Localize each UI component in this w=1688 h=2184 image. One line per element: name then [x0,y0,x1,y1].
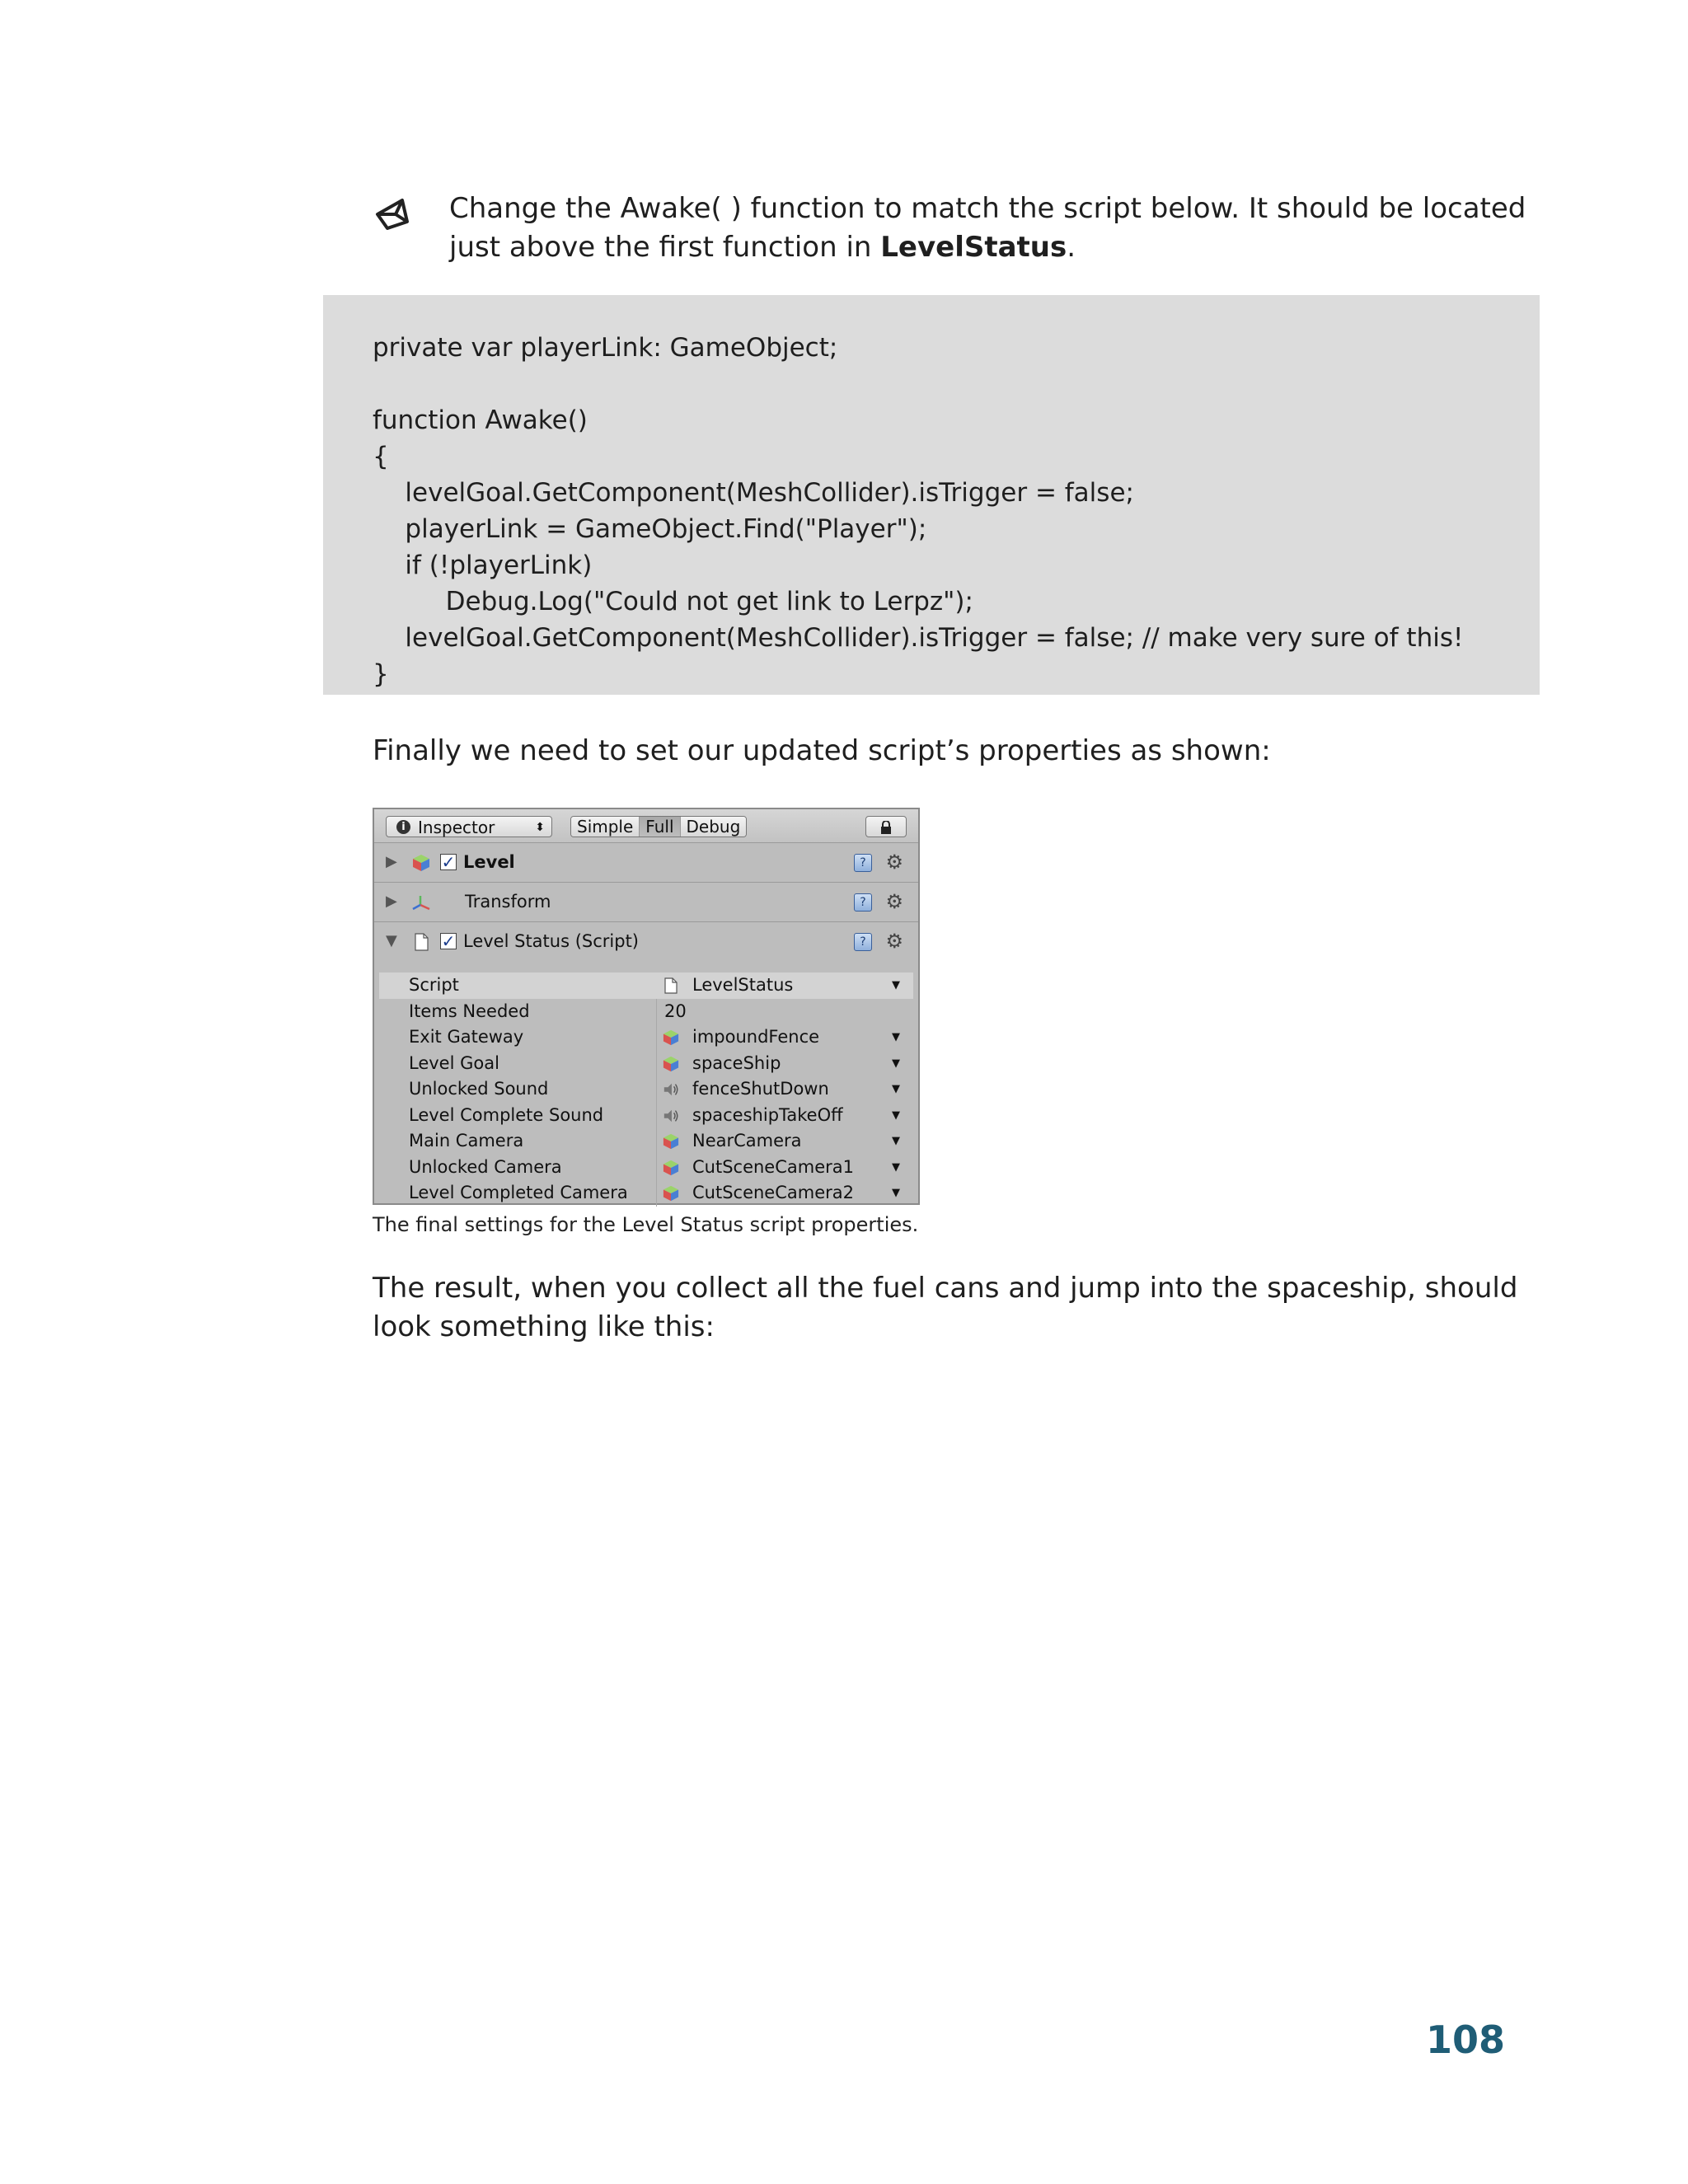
property-name: Level Completed Camera [409,1183,628,1202]
audio-icon [663,1081,679,1098]
component-transform[interactable] [374,883,918,922]
code-block [323,295,1540,695]
code-line: Debug.Log("Could not get link to Lerpz"); [373,587,973,616]
property-name: Items Needed [409,1001,530,1021]
unity-logo-icon [371,194,412,235]
component-level[interactable] [374,843,918,883]
info-icon: i [396,820,410,834]
cube-icon [663,1056,679,1072]
mode-full-button[interactable]: Full [640,817,680,837]
code-line: } [373,659,389,689]
code-line: { [373,442,389,471]
lock-button[interactable] [865,816,907,837]
page-number: 108 [1426,2018,1506,2062]
property-row[interactable] [379,1103,913,1129]
help-icon[interactable]: ? [854,933,872,951]
cube-icon [663,1029,679,1046]
gear-icon[interactable]: ⚙ [885,890,903,913]
expand-triangle-icon[interactable]: ▶ [386,893,397,910]
property-name: Level Complete Sound [409,1104,604,1125]
lock-icon [880,821,892,834]
dropdown-arrow-icon[interactable]: ▼ [892,1160,900,1174]
component-level-status-script[interactable] [374,922,918,961]
cube-icon [663,1160,679,1176]
help-icon[interactable]: ? [854,854,872,872]
dropdown-arrow-icon[interactable]: ▼ [892,1057,900,1070]
property-value: fenceShutDown [692,1079,829,1099]
property-row[interactable] [379,1024,913,1051]
property-row[interactable] [379,1155,913,1181]
code-line: levelGoal.GetComponent(MeshCollider).isTrigger = false; [373,478,1134,508]
code-line: if (!playerLink) [373,551,593,580]
dropdown-arrow-icon[interactable]: ▼ [892,1108,900,1122]
property-value: CutSceneCamera1 [692,1156,855,1177]
property-name: Main Camera [409,1131,524,1151]
property-value: impoundFence [692,1027,820,1047]
updown-arrows-icon: ⬍ [535,821,545,834]
mode-debug-button[interactable]: Debug [681,817,747,837]
property-value: CutSceneCamera2 [692,1183,855,1202]
gameobject-cube-icon [412,854,430,872]
property-name: Unlocked Sound [409,1079,549,1099]
body-paragraph: The result, when you collect all the fuel cans and jump into the spaceship, should look something like this: [373,1272,1518,1343]
gear-icon[interactable]: ⚙ [885,930,903,953]
property-name: Script [409,975,459,995]
mode-segmented-control [570,816,747,837]
dropdown-arrow-icon[interactable]: ▼ [892,1083,900,1095]
property-value: NearCamera [692,1131,802,1151]
cube-icon [663,1133,679,1150]
inspector-toolbar [374,809,918,843]
mode-simple-button[interactable]: Simple [571,817,640,837]
property-row[interactable] [379,972,913,999]
gear-icon[interactable]: ⚙ [885,851,903,874]
expand-triangle-icon[interactable]: ▶ [386,853,397,870]
dropdown-arrow-icon[interactable]: ▼ [892,1135,900,1147]
component-title: Transform [465,892,551,912]
inspector-dropdown[interactable] [386,816,552,837]
property-value: spaceshipTakeOff [692,1104,843,1125]
figure-caption: The final settings for the Level Status script properties. [373,1213,919,1236]
component-title: Level Status (Script) [463,931,639,951]
transform-axes-icon [412,893,430,912]
inspector-dropdown-label: Inspector [418,818,495,837]
code-line: playerLink = GameObject.Find("Player"); [373,514,927,544]
property-name: Exit Gateway [409,1027,524,1047]
property-name: Unlocked Camera [409,1156,562,1177]
code-line: levelGoal.GetComponent(MeshCollider).isTrigger = false; // make very sure of this! [373,623,1464,653]
script-properties [379,972,913,1207]
component-enabled-checkbox[interactable]: ✓ [441,931,456,951]
audio-icon [663,1108,679,1124]
property-row[interactable] [379,1180,913,1207]
property-value: spaceShip [692,1052,781,1073]
property-row[interactable] [379,1128,913,1155]
code-line: private var playerLink: GameObject; [373,333,838,363]
collapse-triangle-icon[interactable]: ▼ [386,932,397,949]
property-value: LevelStatus [692,975,794,995]
property-row[interactable] [379,999,913,1025]
component-enabled-checkbox[interactable]: ✓ [441,852,456,872]
component-title: Level [463,852,515,872]
property-name: Level Goal [409,1052,499,1073]
script-file-icon [663,977,679,994]
property-row[interactable] [379,1051,913,1077]
help-icon[interactable]: ? [854,893,872,912]
cube-icon [663,1185,679,1202]
script-file-icon [412,933,430,951]
property-value-field[interactable]: 20 [664,1001,687,1021]
dropdown-arrow-icon[interactable]: ▼ [892,1187,900,1199]
inspector-panel [373,808,920,1205]
dropdown-arrow-icon[interactable]: ▼ [892,979,900,991]
property-row[interactable] [379,1076,913,1103]
body-paragraph: Finally we need to set our updated script’s properties as shown: [373,734,1271,767]
step-instruction: Change the Awake( ) function to match the script below. It should be located just above the first function in LevelStatus. [449,192,1526,264]
code-line: function Awake() [373,405,588,435]
dropdown-arrow-icon[interactable]: ▼ [892,1031,900,1043]
